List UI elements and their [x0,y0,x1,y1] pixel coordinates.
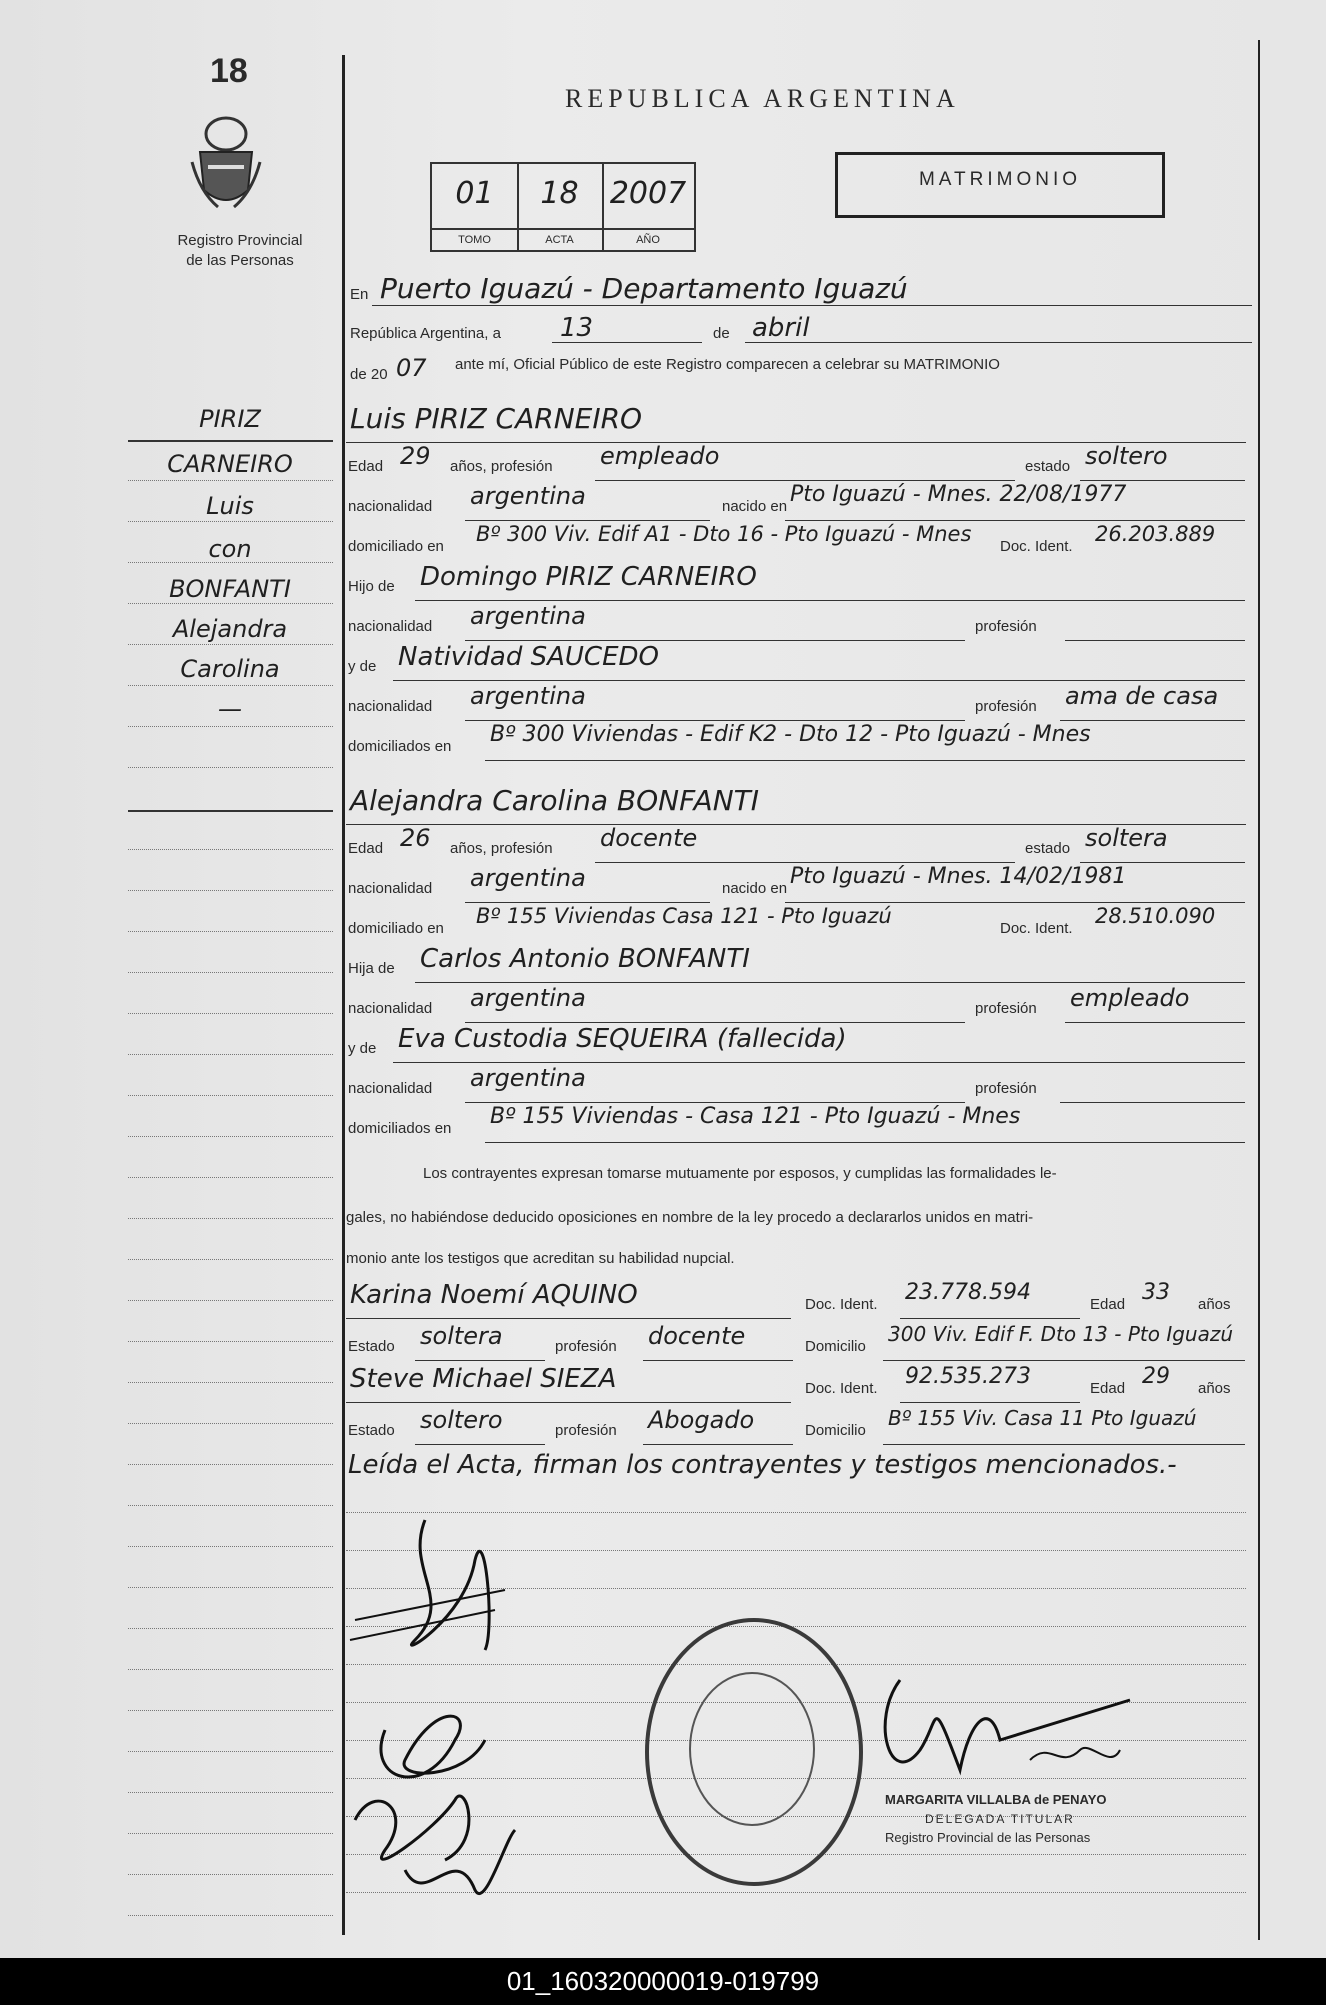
official-seal [645,1618,863,1886]
margin-dotted-line [128,1136,333,1137]
mother-line [393,680,1245,681]
edad-label: Edad [348,458,384,475]
footer-id: 01_160320000019-019799 [0,1958,1326,2005]
doc-label: Doc. Ident. [805,1380,878,1397]
father-line [415,600,1245,601]
domicilio-label: Domicilio [805,1338,866,1355]
witness1-edad: 33 [1142,1280,1170,1305]
margin-dotted-line [128,1177,333,1178]
place-line [372,305,1252,306]
bride-estado: soltera [1085,824,1168,852]
profesion-label: profesión [975,1000,1037,1017]
nacido-line [785,902,1245,903]
margin-dotted-line [128,1382,333,1383]
kin-label: Hija de [348,960,395,977]
margin-dotted-line [128,849,333,850]
domicilio-line [883,1360,1245,1361]
margin-dotted-line [128,685,333,686]
declaration-line-3: monio ante los testigos que acreditan su habilidad nupcial. [346,1250,735,1267]
bride-mother-nac: argentina [470,1064,586,1092]
estado-line [1080,862,1245,863]
margin-dotted-line [128,1218,333,1219]
witness2-name: Steve Michael SIEZA [350,1364,617,1394]
edad-label: Edad [1090,1296,1126,1313]
month-line [745,342,1252,343]
nacionalidad-line [465,520,710,521]
mother-line [393,1062,1245,1063]
official-org: Registro Provincial de las Personas [885,1830,1091,1845]
bride-father-nac: argentina [470,984,586,1012]
official-name: MARGARITA VILLALBA de PENAYO [885,1792,1107,1807]
margin-dotted-line [128,562,333,563]
margin-dotted-line [128,931,333,932]
bride-domicilio: Bº 155 Viviendas Casa 121 - Pto Iguazú [476,904,892,928]
day-value: 13 [560,313,594,343]
document-type-box: MATRIMONIO [835,152,1165,218]
declaration-line-1: Los contrayentes expresan tomarse mutuamente por esposos, y cumplidas las formalidades le- [423,1165,1057,1182]
margin-dotted-line [128,1874,333,1875]
margin-dotted-line [128,1259,333,1260]
margin-dotted-line [128,521,333,522]
groom-mother-nac: argentina [470,682,586,710]
nacionalidad-line [465,1102,965,1103]
groom-mother: Natividad SAUCEDO [398,642,660,672]
witness1-estado: soltera [420,1322,503,1350]
groom-doc: 26.203.889 [1095,522,1216,546]
margin-dotted-line [128,890,333,891]
groom-domicilio: Bº 300 Viv. Edif A1 - Dto 16 - Pto Iguazú - Mnes [476,522,972,546]
profesion-line [643,1360,793,1361]
groom-estado: soltero [1085,442,1168,470]
profesion-label: profesión [555,1338,617,1355]
bride-nacido: Pto Iguazú - Mnes. 14/02/1981 [790,864,1127,889]
edad-label: Edad [1090,1380,1126,1397]
estado-line [1080,480,1245,481]
doc-label: Doc. Ident. [1000,538,1073,555]
margin-dotted-line [128,1464,333,1465]
margin-dotted-line [128,767,333,768]
y-de-label: y de [348,658,377,675]
bride-parents-dom: Bº 155 Viviendas - Casa 121 - Pto Iguazú - Mnes [490,1104,1021,1129]
doc-line [900,1402,1080,1403]
nacionalidad-line [465,640,965,641]
groom-nacido: Pto Iguazú - Mnes. 22/08/1977 [790,482,1127,507]
de-label: de [713,325,730,342]
groom-name: Luis PIRIZ CARNEIRO [350,402,643,435]
nacionalidad-label: nacionalidad [348,1000,433,1017]
place-value: Puerto Iguazú - Departamento Iguazú [380,272,908,305]
margin-dotted-line [128,1833,333,1834]
domicilio-label: Domicilio [805,1422,866,1439]
groom-edad: 29 [400,442,431,470]
margin-note-line: — [218,695,242,723]
bride-profesion: docente [600,824,698,852]
year-prefix: de 20 [350,366,388,383]
y-de-label: y de [348,1040,377,1057]
anios-label: años [1198,1296,1231,1313]
nacionalidad-label: nacionalidad [348,1080,433,1097]
doc-label: Doc. Ident. [805,1296,878,1313]
profesion-line [1060,720,1245,721]
nacionalidad-label: nacionalidad [348,498,433,515]
profesion-label: profesión [975,698,1037,715]
margin-dotted-line [128,1751,333,1752]
margin-rule-2 [128,810,333,812]
nacionalidad-label: nacionalidad [348,880,433,897]
witness1-domicilio: 300 Viv. Edif F. Dto 13 - Pto Iguazú [888,1322,1234,1346]
acta-cell [517,164,604,250]
profesion-line [1065,1022,1245,1023]
margin-dotted-line [128,726,333,727]
doc-label: Doc. Ident. [1000,920,1073,937]
year-suffix: 07 [396,354,427,382]
nacionalidad-line [465,1022,965,1023]
witness1-doc: 23.778.594 [905,1280,1031,1305]
estado-label: Estado [348,1338,395,1355]
margin-dotted-line [128,1013,333,1014]
margin-dotted-line [128,1669,333,1670]
tomo-label: TOMO [432,228,517,250]
coat-of-arms-emblem [188,112,264,212]
signatures [345,1480,575,1920]
bride-name: Alejandra Carolina BONFANTI [350,784,760,817]
registry-label-2: de las Personas [186,252,294,269]
margin-note-line: PIRIZ [199,405,261,433]
anios-label: años, profesión [450,458,553,475]
witness-name-line [346,1402,791,1403]
anios-label: años, profesión [450,840,553,857]
domicilio-label: domiciliado en [348,920,444,937]
nacionalidad-line [465,720,965,721]
domicilio-label: domiciliado en [348,538,444,555]
day-line [552,342,702,343]
margin-rule [128,440,333,442]
profesion-line [1060,1102,1245,1103]
margin-dotted-line [128,1546,333,1547]
estado-label: estado [1025,458,1071,475]
domiciliados-label: domiciliados en [348,1120,452,1137]
margin-dotted-line [128,1915,333,1916]
margin-note-line: Luis [206,492,254,520]
declaration-line-2: gales, no habiéndose deducido oposiciones en nombre de la ley procedo a declararlos unidos en matri- [346,1209,1034,1226]
bride-edad: 26 [400,824,431,852]
page-number: 18 [210,52,248,90]
official-signature [860,1660,1140,1810]
groom-nacionalidad: argentina [470,482,586,510]
margin-dotted-line [128,1710,333,1711]
nacido-label: nacido en [722,498,788,515]
estado-line [415,1360,545,1361]
witness1-name: Karina Noemí AQUINO [350,1280,638,1310]
domiciliados-line [485,760,1245,761]
profesion-line [595,480,1015,481]
header-title: REPUBLICA ARGENTINA [565,84,960,113]
closing-statement: Leída el Acta, firman los contrayentes y testigos mencionados.- [348,1450,1177,1480]
acta-value: 18 [540,176,579,211]
anio-cell [602,164,694,250]
margin-note-line: BONFANTI [169,575,291,603]
margin-dotted-line [128,1587,333,1588]
witness2-edad: 29 [1142,1364,1170,1389]
estado-label: Estado [348,1422,395,1439]
right-border [1258,40,1260,1940]
groom-father-nac: argentina [470,602,586,630]
groom-profesion: empleado [600,442,720,470]
republica-label: República Argentina, a [350,325,501,342]
groom-father: Domingo PIRIZ CARNEIRO [420,562,757,592]
margin-dotted-line [128,1054,333,1055]
registry-label: Registro Provincial [177,232,303,249]
margin-note-line: Carolina [180,655,280,683]
witness2-estado: soltero [420,1406,503,1434]
acta-reference-box [430,162,696,252]
witness-name-line [346,1318,791,1319]
margin-dotted-line [128,1505,333,1506]
groom-parents-dom: Bº 300 Viviendas - Edif K2 - Dto 12 - Pto Iguazú - Mnes [490,722,1091,747]
father-line [415,982,1245,983]
margin-note-line: con [208,535,252,563]
domiciliados-label: domiciliados en [348,738,452,755]
kin-label: Hijo de [348,578,395,595]
witness2-doc: 92.535.273 [905,1364,1031,1389]
profesion-line [643,1444,793,1445]
margin-dotted-line [128,1300,333,1301]
seal-inner-ring [689,1672,815,1826]
profesion-label: profesión [975,1080,1037,1097]
bride-mother: Eva Custodia SEQUEIRA (fallecida) [398,1024,847,1054]
margin-dotted-line [128,1095,333,1096]
margin-dotted-line [128,1423,333,1424]
margin-dotted-line [128,603,333,604]
tomo-value: 01 [455,176,494,211]
anio-value: 2007 [609,176,687,211]
tomo-cell [432,164,519,250]
anio-label: AÑO [602,228,694,250]
bride-doc: 28.510.090 [1095,904,1216,928]
margin-dotted-line [128,644,333,645]
witness2-domicilio: Bº 155 Viv. Casa 11 Pto Iguazú [888,1406,1197,1430]
month-value: abril [752,313,810,343]
margin-note-line: Alejandra [172,615,288,643]
bride-father: Carlos Antonio BONFANTI [420,944,750,974]
nacionalidad-line [465,902,710,903]
domiciliados-line [485,1142,1245,1143]
nacido-line [785,520,1245,521]
profesion-line [595,862,1015,863]
profesion-line [1065,640,1245,641]
profesion-label: profesión [975,618,1037,635]
nacido-label: nacido en [722,880,788,897]
margin-dotted-line [128,1628,333,1629]
estado-label: estado [1025,840,1071,857]
anios-label: años [1198,1380,1231,1397]
margin-dotted-line [128,480,333,481]
groom-mother-prof: ama de casa [1065,682,1219,710]
edad-label: Edad [348,840,384,857]
bride-nacionalidad: argentina [470,864,586,892]
intro-statement: ante mí, Oficial Público de este Registro comparecen a celebrar su MATRIMONIO [455,356,1000,373]
acta-label: ACTA [517,228,602,250]
nacionalidad-label: nacionalidad [348,618,433,635]
margin-dotted-line [128,1341,333,1342]
domicilio-line [883,1444,1245,1445]
margin-dotted-line [128,1792,333,1793]
margin-dotted-line [128,972,333,973]
margin-note-line: CARNEIRO [167,450,293,478]
estado-line [415,1444,545,1445]
witness2-profesion: Abogado [648,1406,755,1434]
nacionalidad-label: nacionalidad [348,698,433,715]
doc-line [900,1318,1080,1319]
en-label: En [350,286,369,303]
bride-father-prof: empleado [1070,984,1190,1012]
profesion-label: profesión [555,1422,617,1439]
witness1-profesion: docente [648,1322,746,1350]
official-title: DELEGADA TITULAR [925,1812,1075,1826]
